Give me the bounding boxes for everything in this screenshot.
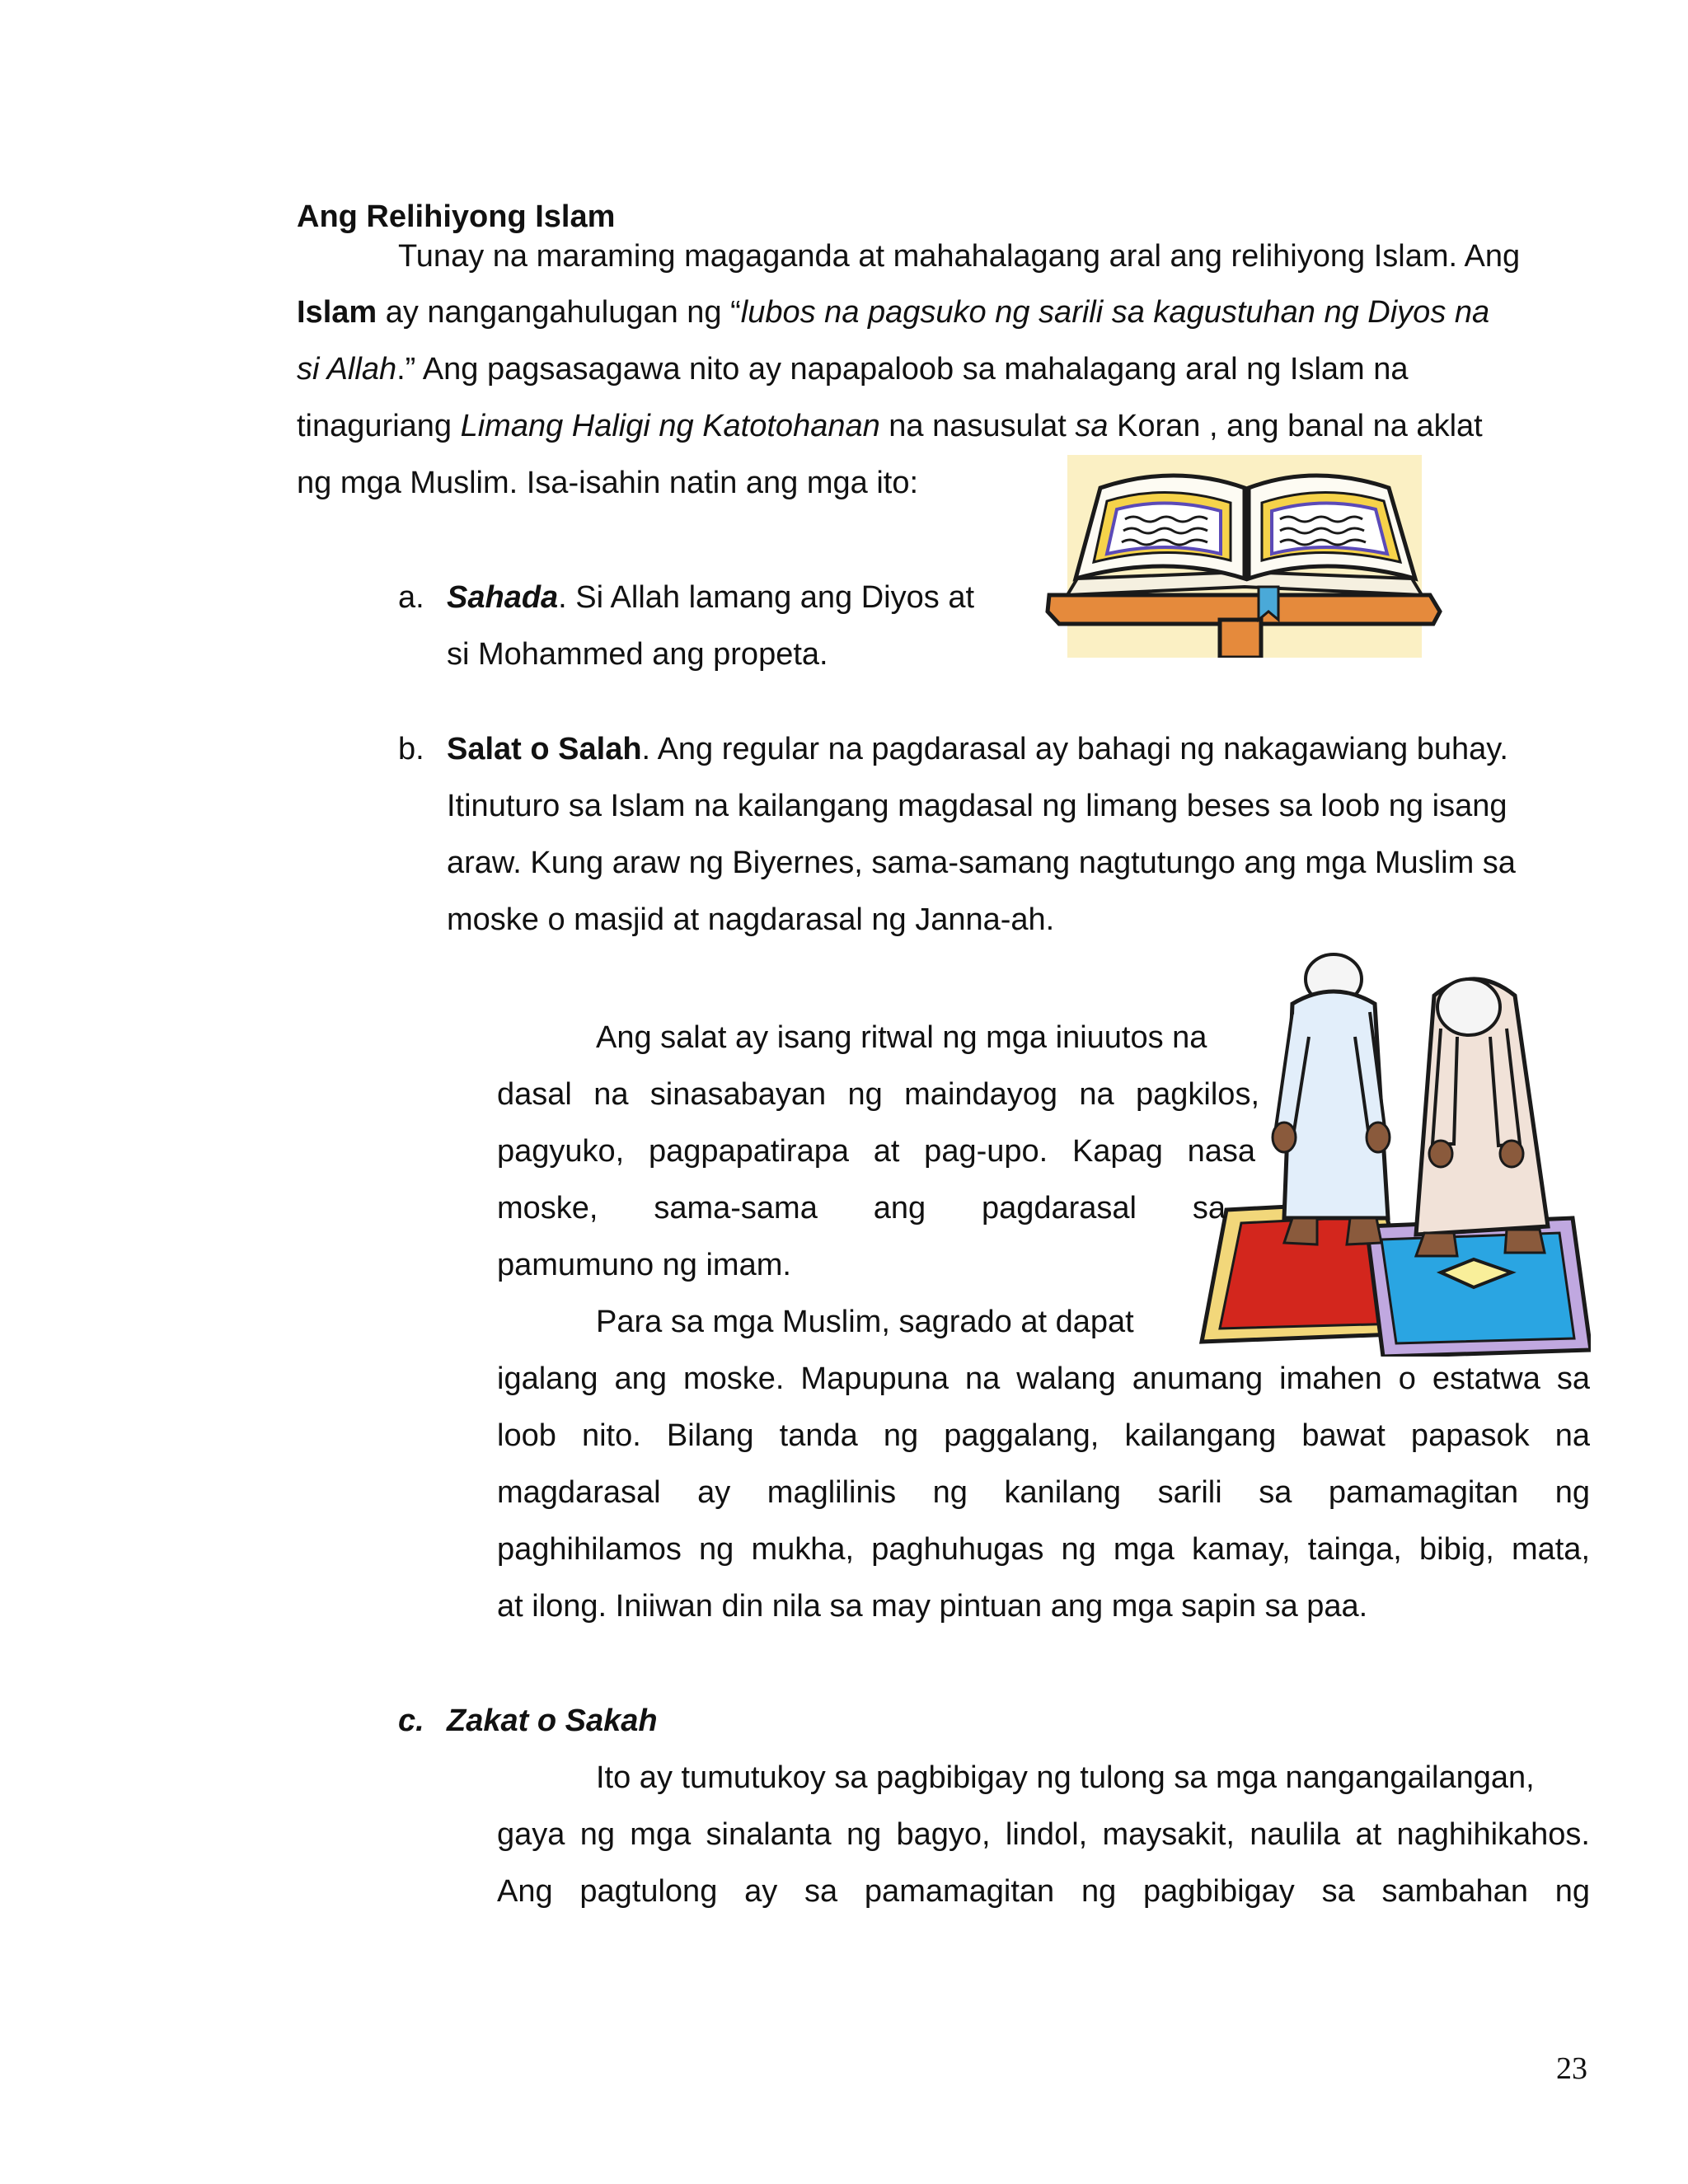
item-b-marker: b. (398, 732, 424, 766)
salat-p2-line-1: Para sa mga Muslim, sagrado at dapat (596, 1305, 1134, 1339)
section-heading: Ang Relihiyong Islam (297, 199, 616, 234)
salat-p2-line-4: magdarasal ay maglilinis ng kanilang sarili sa pamamagitan ng (497, 1475, 1590, 1510)
item-b-line-3: araw. Kung araw ng Biyernes, sama-samang nagtutungo ang mga Muslim sa (447, 846, 1516, 880)
intro-line-3: si Allah.” Ang pagsasagawa nito ay napapaloob sa mahalagang aral ng Islam na (297, 352, 1409, 387)
item-b-line-2: Itinuturo sa Islam na kailangang magdasal ng limang beses sa loob ng isang (447, 789, 1507, 823)
quran-book-illustration (1043, 455, 1455, 658)
intro-line-5: ng mga Muslim. Isa-isahin natin ang mga ito: (297, 466, 919, 500)
salat-p1-line-2: dasal na sinasabayan ng maindayog na pagkilos, (497, 1077, 1259, 1112)
item-a-line-2: si Mohammed ang propeta. (447, 637, 828, 672)
salat-p2-line-6: at ilong. Iniiwan din nila sa may pintuan ang mga sapin sa paa. (497, 1589, 1368, 1624)
intro-line-4: tinaguriang Limang Haligi ng Katotohanan na nasusulat sa Koran , ang banal na aklat (297, 409, 1483, 443)
zakat-line-2: gaya ng mga sinalanta ng bagyo, lindol, maysakit, naulila at naghihikahos. (497, 1817, 1590, 1852)
item-b-line-1: Salat o Salah. Ang regular na pagdarasal ay bahagi ng nakagawiang buhay. (447, 732, 1508, 766)
intro-line-1: Tunay na maraming magaganda at mahahalagang aral ang relihiyong Islam. Ang (398, 239, 1521, 274)
zakat-line-3: Ang pagtulong ay sa pamamagitan ng pagbibigay sa sambahan ng (497, 1874, 1590, 1909)
item-b-line-4: moske o masjid at nagdarasal ng Janna-ah. (447, 902, 1055, 937)
salat-title: Salat o Salah (447, 732, 642, 766)
salat-p2-line-5: paghihilamos ng mukha, paghuhugas ng mga kamay, tainga, bibig, mata, (497, 1532, 1590, 1567)
salat-p1-line-4: moske, sama-sama ang pagdarasal sa (497, 1191, 1226, 1226)
salat-p1-line-1: Ang salat ay isang ritwal ng mga iniuutos na (596, 1020, 1207, 1055)
salat-p2-line-2: igalang ang moske. Mapupuna na walang anumang imahen o estatwa sa (497, 1361, 1590, 1396)
salat-p1-line-3: pagyuko, pagpapatirapa at pag-upo. Kapag nasa (497, 1134, 1255, 1169)
intro-line-2: Islam ay nangangahulugan ng “lubos na pagsuko ng sarili sa kagustuhan ng Diyos na (297, 295, 1490, 330)
islam-term: Islam (297, 295, 377, 330)
item-a-line-1: Sahada. Si Allah lamang ang Diyos at (447, 580, 975, 615)
page-number: 23 (1556, 2051, 1587, 2086)
item-a-marker: a. (398, 580, 424, 615)
sahada-title: Sahada (447, 580, 559, 615)
zakat-line-1: Ito ay tumutukoy sa pagbibigay ng tulong sa mga nangangailangan, (596, 1760, 1535, 1795)
salat-p2-line-3: loob nito. Bilang tanda ng paggalang, kailangang bawat papasok na (497, 1418, 1590, 1453)
zakat-title: Zakat o Sakah (447, 1704, 658, 1738)
item-c-marker: c. (398, 1704, 424, 1738)
salat-p1-line-5: pamumuno ng imam. (497, 1248, 791, 1282)
